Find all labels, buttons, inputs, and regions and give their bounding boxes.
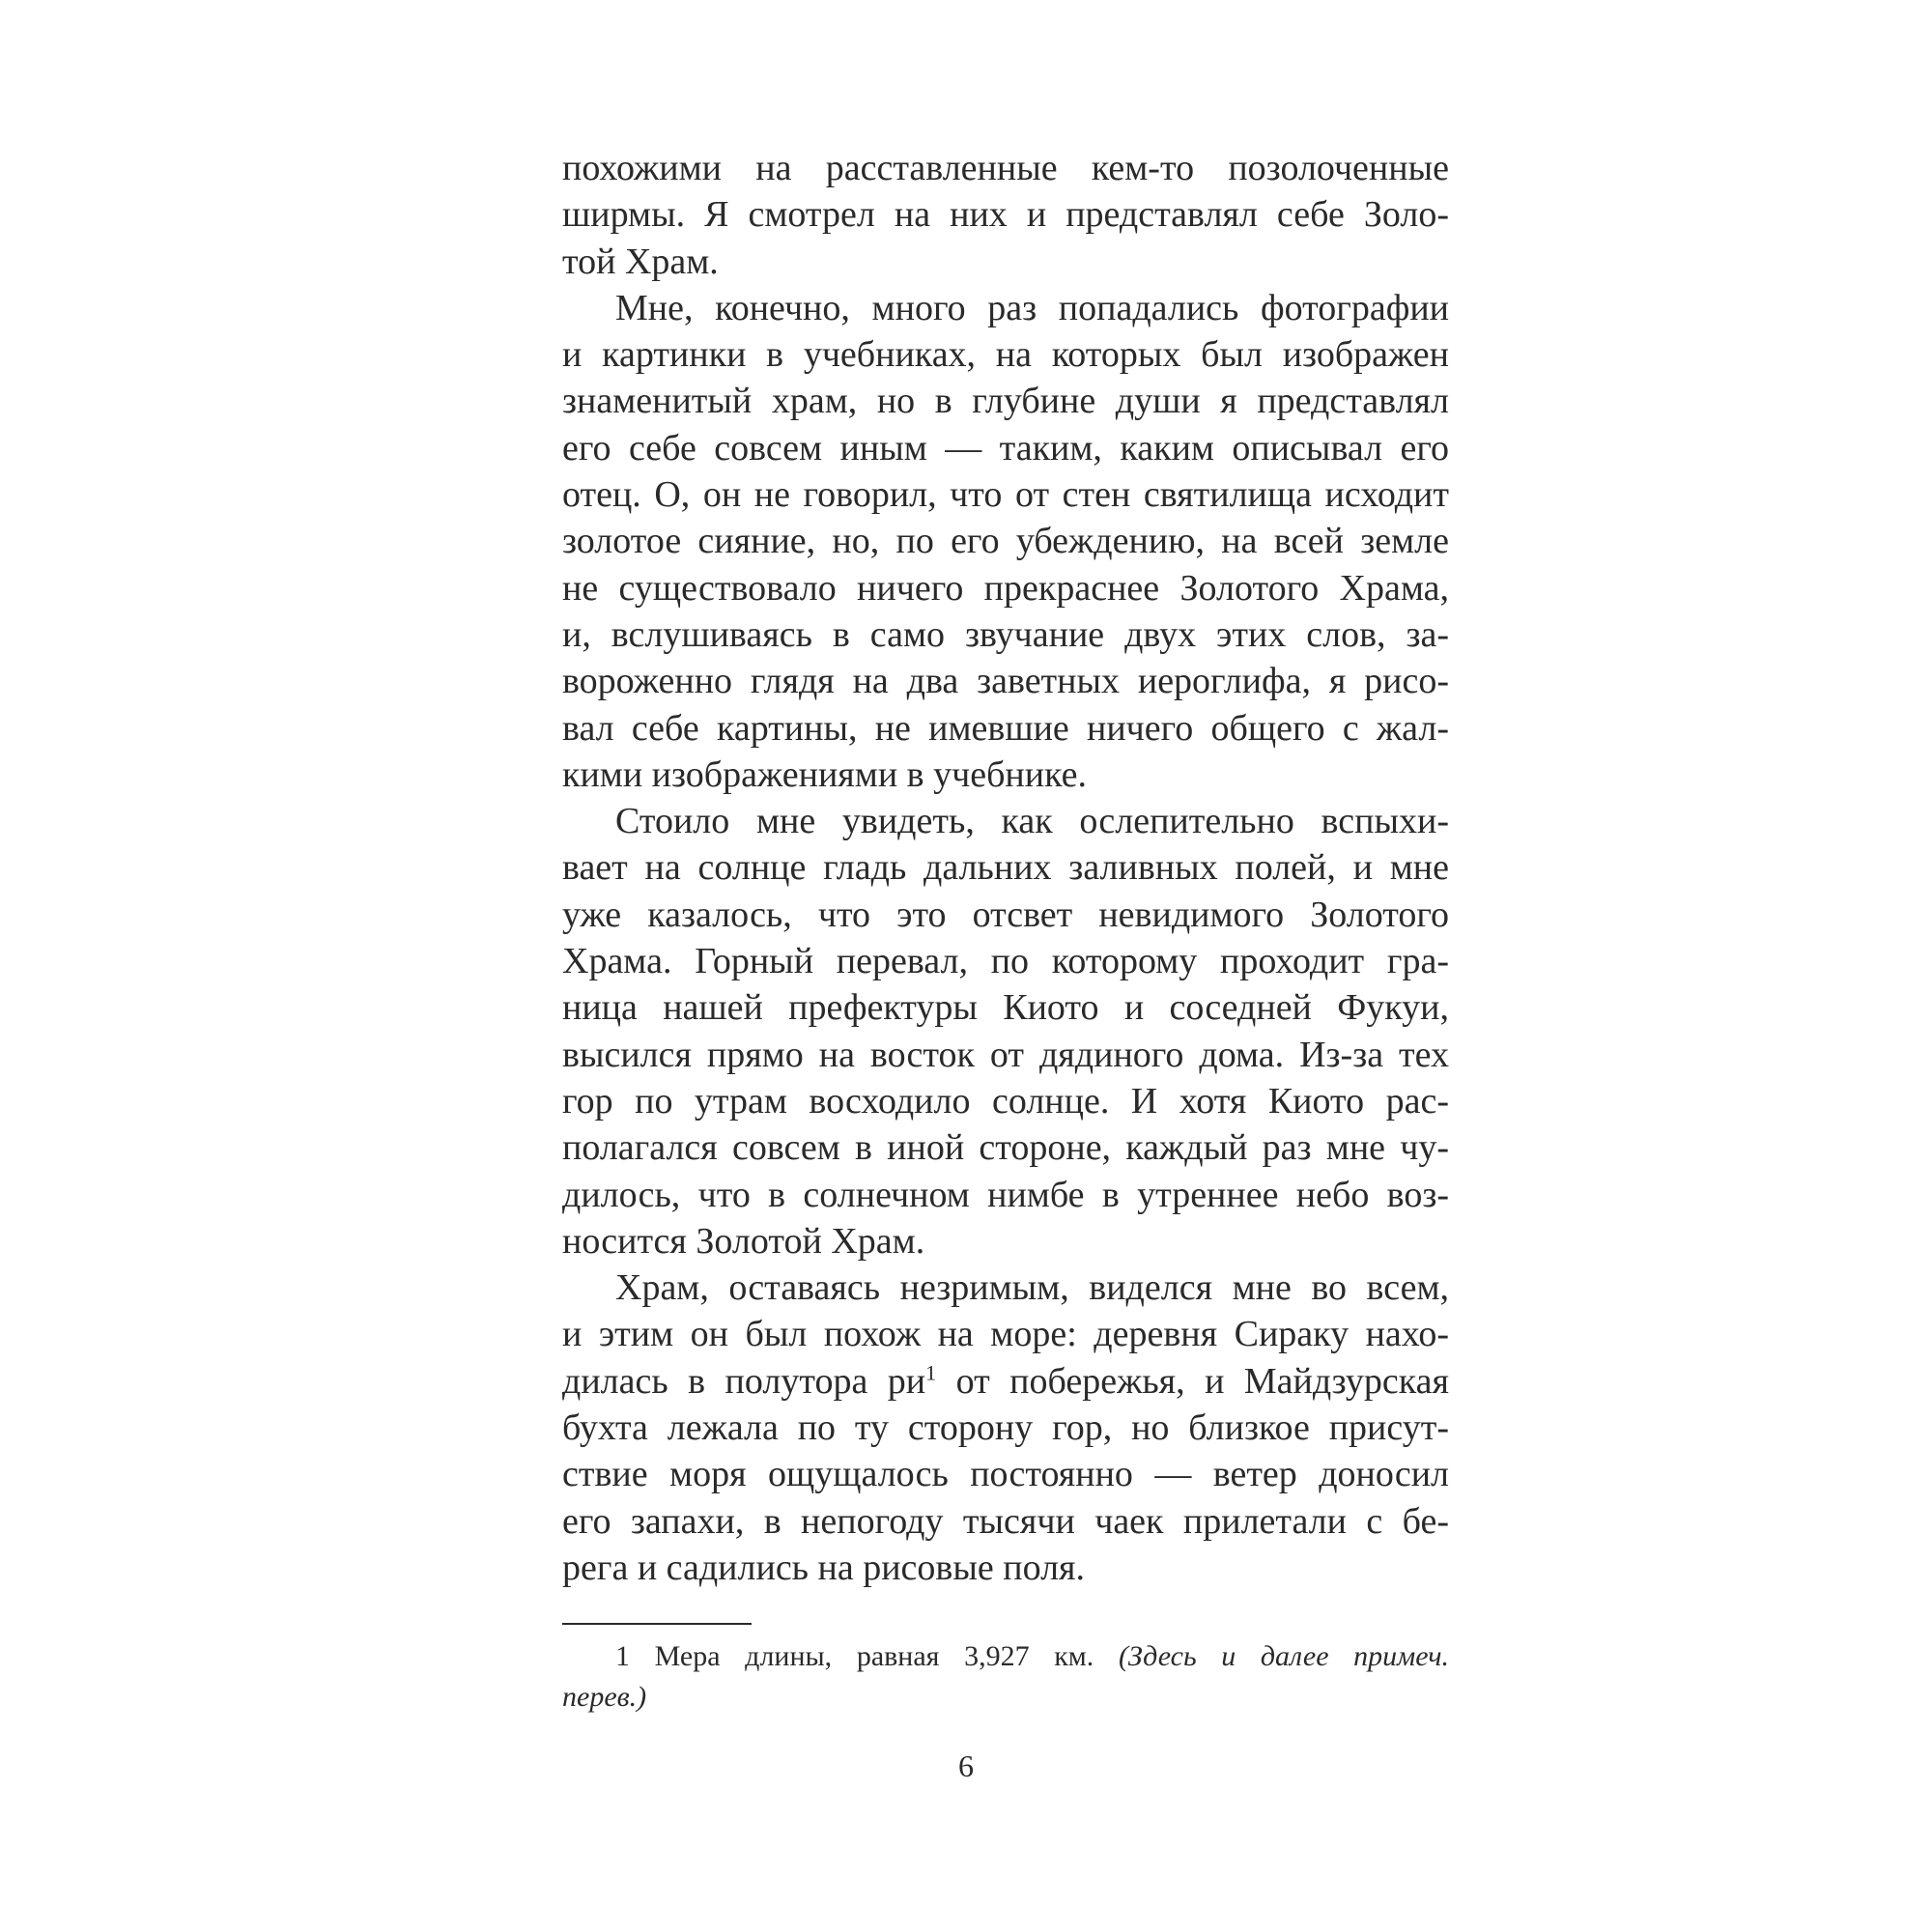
text-line	[562, 191, 1449, 238]
text-line-content: Храма. Горный перевал, по которому проходит гра-	[562, 941, 1449, 982]
text-line-content: вороженно глядя на два заветных иероглифа, я рисо-	[562, 661, 1449, 702]
text-line-content: высился прямо на восток от дядиного дома. Из-за тех	[562, 1034, 1449, 1075]
text-line-content: носится Золотой Храм.	[562, 1220, 925, 1262]
text-line-content: бухта лежала по ту сторону гор, но близкое присут-	[562, 1407, 1449, 1449]
footnote-marker: 1	[615, 1640, 630, 1672]
text-line-content: Храм, оставаясь незримым, виделся мне во всем,	[615, 1267, 1449, 1309]
text-line-content: вал себе картины, не имевшие ничего общего с жал-	[562, 707, 1449, 749]
text-line	[562, 1078, 1449, 1124]
footnote-reference[interactable]: 1	[925, 1360, 937, 1385]
text-line	[562, 1498, 1449, 1545]
text-line	[562, 611, 1449, 658]
text-line	[562, 1545, 1449, 1591]
footnote-line-1	[562, 1636, 1449, 1677]
footnote-separator	[562, 1623, 752, 1625]
text-line	[562, 471, 1449, 518]
text-line	[562, 1172, 1449, 1218]
text-line-content: полагался совсем в иной стороне, каждый раз мне чу-	[562, 1127, 1449, 1169]
text-line-content: и этим он был похож на море: деревня Сираку нахо-	[562, 1314, 1449, 1355]
text-line	[562, 145, 1449, 191]
text-line	[562, 565, 1449, 611]
text-line	[562, 285, 1449, 331]
text-line	[562, 1405, 1449, 1451]
text-line	[562, 1311, 1449, 1357]
text-line-content: знаменитый храм, но в глубине души я представлял	[562, 381, 1449, 422]
text-line-content: его запахи, в непогоду тысячи чаек прилетали с бе-	[562, 1500, 1449, 1542]
text-line-content: Стоило мне увидеть, как ослепительно вспыхи-	[615, 801, 1449, 842]
text-line	[562, 239, 1449, 285]
footnote-text: Мера длины, равная 3,927 км.	[654, 1640, 1094, 1672]
text-line-content: и картинки в учебниках, на которых был изображен	[562, 334, 1449, 376]
text-line	[562, 1264, 1449, 1311]
text-line	[562, 658, 1449, 704]
text-line-content: той Храм.	[562, 241, 719, 282]
text-line	[562, 705, 1449, 752]
text-line	[562, 1032, 1449, 1078]
text-line	[562, 752, 1449, 798]
footnote	[562, 1636, 1449, 1718]
text-line-content: уже казалось, что это отсвет невидимого Золотого	[562, 894, 1449, 935]
text-line-content: ширмы. Я смотрел на них и представлял себе Золо-	[562, 194, 1449, 236]
text-line-content: золотое сияние, но, по его убеждению, на всей земле	[562, 521, 1449, 562]
body-text	[562, 145, 1449, 1591]
text-line-content: дилась в полутора ри	[562, 1360, 926, 1402]
text-line-continuation: от побережья, и Майдзурская	[936, 1360, 1449, 1402]
text-line	[562, 331, 1449, 378]
text-line-content: отец. О, он не говорил, что от стен святилища исходит	[562, 474, 1449, 516]
text-line-content: ствие моря ощущалось постоянно — ветер доносил	[562, 1454, 1449, 1495]
text-line	[562, 1218, 1449, 1264]
text-line	[562, 1358, 1449, 1405]
text-line	[562, 892, 1449, 938]
text-line	[562, 425, 1449, 471]
text-line-content: Мне, конечно, много раз попадались фотографии	[615, 287, 1449, 328]
text-line-content: вает на солнце гладь дальних заливных полей, и мне	[562, 847, 1449, 889]
text-line	[562, 938, 1449, 984]
page-number: 6	[958, 1748, 974, 1783]
footnote-note-part-2: перев.)	[562, 1681, 647, 1713]
text-line-content: не существовало ничего прекраснее Золотого Храма,	[562, 567, 1449, 609]
footnote-note-part-1: (Здесь и далее примеч.	[1118, 1640, 1450, 1672]
text-line	[562, 798, 1449, 844]
text-line-content: гор по утрам восходило солнце. И хотя Киото рас-	[562, 1080, 1449, 1122]
text-line-content: ница нашей префектуры Киото и соседней Фукуи,	[562, 987, 1449, 1029]
text-line-content: дилось, что в солнечном нимбе в утреннее небо воз-	[562, 1174, 1449, 1215]
text-line-content: рега и садились на рисовые поля.	[562, 1547, 1086, 1588]
text-line-content: и, вслушиваясь в само звучание двух этих слов, за-	[562, 613, 1449, 655]
text-line	[562, 378, 1449, 424]
text-line-content: его себе совсем иным — таким, каким описывал его	[562, 427, 1449, 469]
text-line	[562, 518, 1449, 564]
text-line	[562, 1451, 1449, 1497]
text-line	[562, 1124, 1449, 1171]
footnote-line-2	[562, 1677, 1449, 1718]
text-line-content: похожими на расставленные кем-то позолоченные	[562, 148, 1449, 188]
text-line	[562, 844, 1449, 891]
text-line-content: кими изображениями в учебнике.	[562, 753, 1087, 795]
text-line	[562, 984, 1449, 1031]
